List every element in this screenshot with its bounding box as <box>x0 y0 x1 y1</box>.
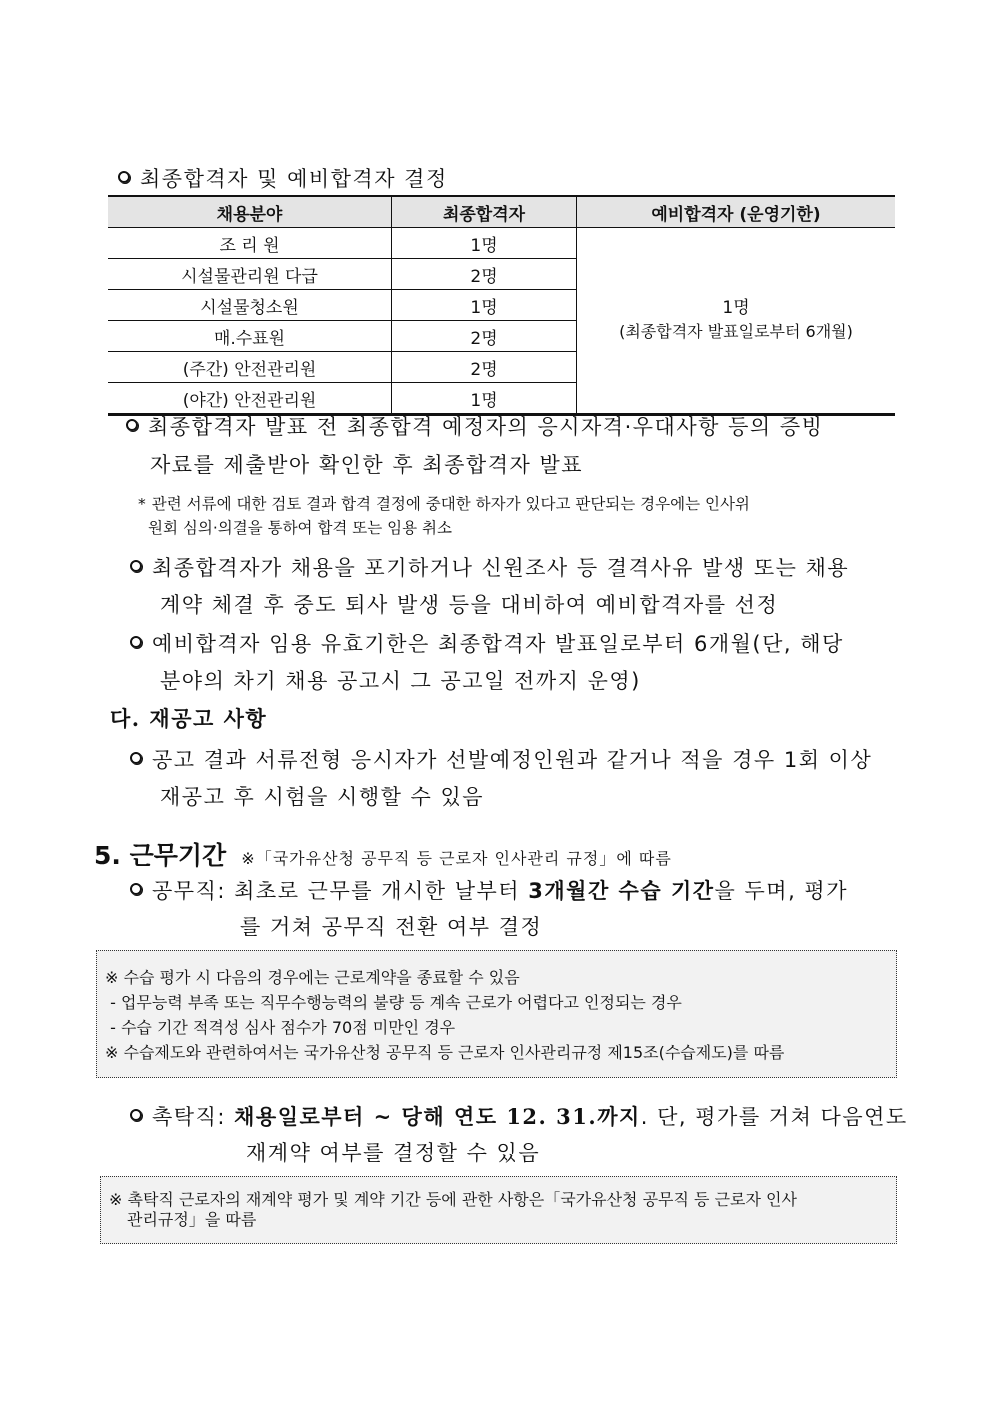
circle-bullet-icon <box>130 560 142 572</box>
footnote-cont: 원회 심의·의결을 통하여 합격 또는 임용 취소 <box>148 519 453 537</box>
recruitment-table <box>108 195 895 416</box>
bullet-reserve-selection-cont: 계약 체결 후 중도 퇴사 발생 등을 대비하여 예비합격자를 선정 <box>160 593 779 617</box>
note-line: ※ 수습 평가 시 다음의 경우에는 근로계약을 종료할 수 있음 <box>105 968 520 987</box>
table-row <box>108 228 895 259</box>
count-cell: 1명 <box>392 228 577 259</box>
reserve-period: (최종합격자 발표일로부터 6개월) <box>619 322 853 342</box>
note-line: - 수습 기간 적격성 심사 점수가 70점 미만인 경우 <box>105 1018 456 1037</box>
field-cell: 매.수표원 <box>108 321 392 352</box>
note-line: - 업무능력 부족 또는 직무수행능력의 불량 등 계속 근로가 어렵다고 인정되는 경우 <box>105 993 682 1012</box>
field-cell: (야간) 안전관리원 <box>108 383 392 415</box>
count-cell: 2명 <box>392 321 577 352</box>
reserve-count: 1명 <box>722 298 750 319</box>
circle-bullet-icon <box>130 883 142 895</box>
count-cell: 1명 <box>392 290 577 321</box>
section-title-final: 최종합격자 및 예비합격자 결정 <box>118 163 448 193</box>
circle-bullet-icon <box>118 171 130 183</box>
bullet-verification-cont: 자료를 제출받아 확인한 후 최종합격자 발표 <box>150 453 584 477</box>
note-line: ※ 촉탁직 근로자의 재계약 평가 및 계약 기간 등에 관한 사항은「국가유산청 공무직 등 근로자 인사 <box>109 1190 797 1209</box>
bullet-public-employee-cont: 를 거쳐 공무직 전환 여부 결정 <box>240 915 543 939</box>
section-heading-repost: 다. 재공고 사항 <box>110 706 268 731</box>
bullet-repost-cont: 재공고 후 시험을 시행할 수 있음 <box>160 785 485 809</box>
count-cell: 2명 <box>392 352 577 383</box>
period-heading-note: ※「국가유산청 공무직 등 근로자 인사관리 규정」에 따름 <box>241 849 672 868</box>
bullet-verification: 최종합격자 발표 전 최종합격 예정자의 응시자격·우대사항 등의 증빙 <box>126 411 823 441</box>
footnote: * 관련 서류에 대한 검토 결과 합격 결정에 중대한 하자가 있다고 판단되는 경우에는 인사위 <box>138 495 750 513</box>
bullet-reserve-validity: 예비합격자 임용 유효기한은 최종합격자 발표일로부터 6개월(단, 해당 <box>130 628 844 658</box>
field-cell: 조 리 원 <box>108 228 392 259</box>
bullet-public-employee: 공무직: 최초로 근무를 개시한 날부터 3개월간 수습 기간을 두며, 평가 <box>130 875 848 905</box>
header-final-count: 최종합격자 <box>392 196 577 228</box>
footnote-mark: * <box>138 495 146 513</box>
bullet-contract-employee-cont: 재계약 여부를 결정할 수 있음 <box>246 1141 541 1165</box>
contract-note-box <box>100 1176 897 1244</box>
probation-note-box <box>96 950 897 1078</box>
circle-bullet-icon <box>126 419 138 431</box>
circle-bullet-icon <box>130 752 142 764</box>
count-cell: 2명 <box>392 259 577 290</box>
field-cell: 시설물관리원 다급 <box>108 259 392 290</box>
circle-bullet-icon <box>130 636 142 648</box>
bullet-contract-employee: 촉탁직: 채용일로부터 ~ 당해 연도 12. 31.까지. 단, 평가를 거쳐 다음연도 <box>130 1101 908 1131</box>
section-heading-period <box>94 836 672 872</box>
header-field: 채용분야 <box>108 196 392 228</box>
note-line: ※ 수습제도와 관련하여서는 국가유산청 공무직 등 근로자 인사관리규정 제15조(수습제도)를 따름 <box>105 1043 785 1062</box>
field-cell: (주간) 안전관리원 <box>108 352 392 383</box>
header-reserve: 예비합격자 (운영기한) <box>577 196 896 228</box>
note-line: 관리규정」을 따름 <box>127 1210 257 1229</box>
bullet-reserve-validity-cont: 분야의 차기 채용 공고시 그 공고일 전까지 운영) <box>160 669 641 693</box>
bullet-reserve-selection: 최종합격자가 채용을 포기하거나 신원조사 등 결격사유 발생 또는 채용 <box>130 552 849 582</box>
bullet-repost: 공고 결과 서류전형 응시자가 선발예정인원과 같거나 적을 경우 1회 이상 <box>130 744 872 774</box>
reserve-cell <box>577 228 896 415</box>
count-cell: 1명 <box>392 383 577 415</box>
circle-bullet-icon <box>130 1109 142 1121</box>
field-cell: 시설물청소원 <box>108 290 392 321</box>
period-heading-title: 5. 근무기간 <box>94 841 227 870</box>
